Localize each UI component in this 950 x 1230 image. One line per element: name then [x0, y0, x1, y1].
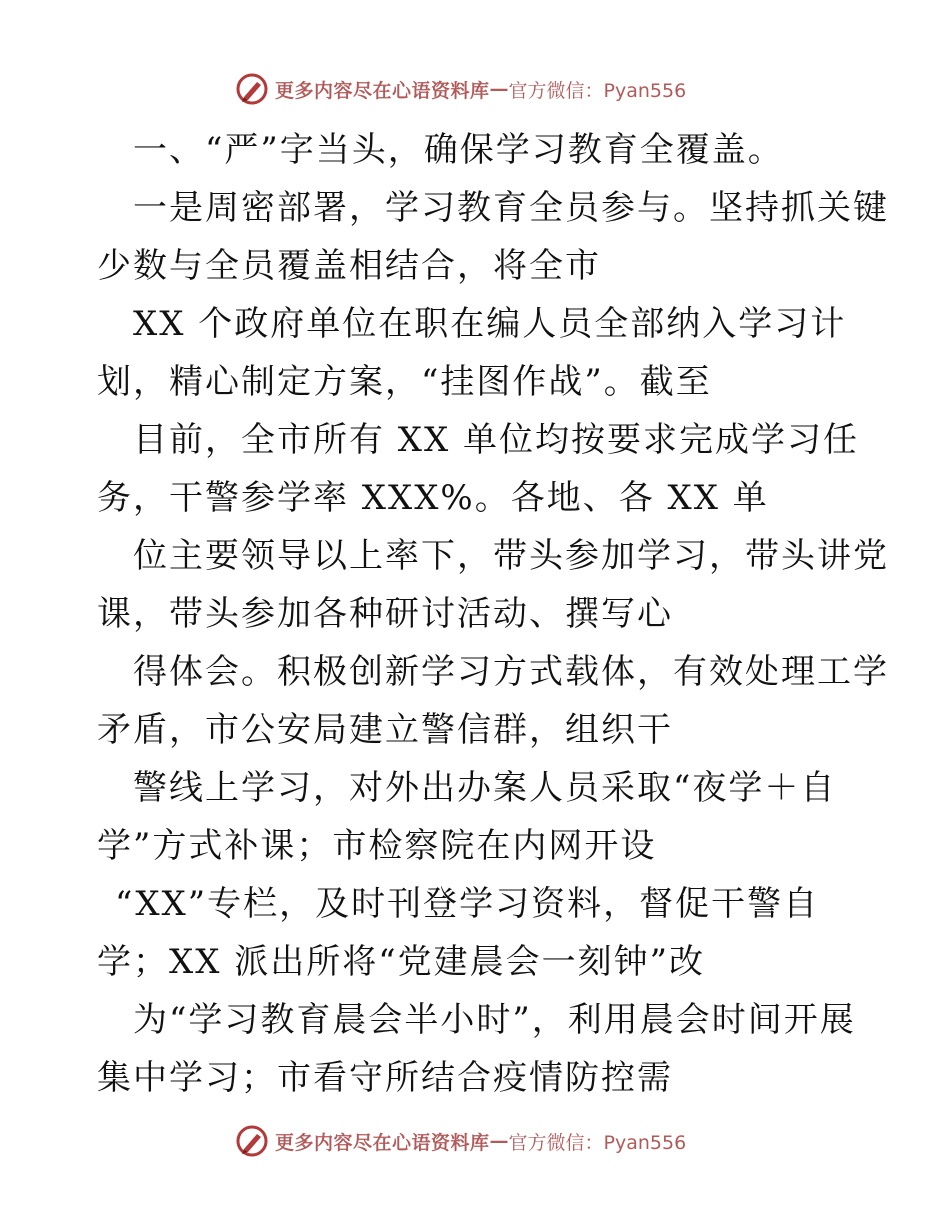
red-pen-logo-icon: [235, 1124, 269, 1158]
watermark-contact: 官方微信：Pyan556: [508, 79, 687, 102]
paragraph-line: 学”方式补课；市检察院在内网开设: [97, 826, 657, 866]
paragraph-line: 务，干警参学率 XXX%。各地、各 XX 单: [97, 478, 769, 518]
paragraph-line: “XX”专栏，及时刊登学习资料，督促干警自: [115, 884, 820, 924]
header-watermark: [235, 71, 686, 107]
paragraph-line: 得体会。积极创新学习方式载体，有效处理工学: [133, 652, 889, 692]
red-pen-logo-icon: [235, 72, 269, 106]
paragraph-line: 课，带头参加各种研讨活动、撰写心: [97, 594, 673, 634]
paragraph-line: 为“学习教育晨会半小时”，利用晨会时间开展: [133, 1000, 856, 1040]
watermark-text: 更多内容尽在心语资料库: [275, 1131, 490, 1154]
footer-watermark: [235, 1123, 686, 1159]
paragraph-line: 目前，全市所有 XX 单位均按要求完成学习任: [133, 420, 860, 460]
paragraph-line: 一是周密部署，学习教育全员参与。坚持抓关键: [133, 188, 889, 228]
paragraph-line: 位主要领导以上率下，带头参加学习，带头讲党: [133, 536, 889, 576]
paragraph-line: 少数与全员覆盖相结合，将全市: [97, 246, 601, 286]
paragraph-line: XX 个政府单位在职在编人员全部纳入学习计: [133, 304, 847, 344]
paragraph-line: 学；XX 派出所将“党建晨会一刻钟”改: [97, 942, 705, 982]
paragraph-line: 集中学习；市看守所结合疫情防控需: [97, 1058, 673, 1098]
watermark-dash: —: [489, 78, 509, 100]
watermark-dash: —: [489, 1130, 509, 1152]
heading-line: 一、“严”字当头，确保学习教育全覆盖。: [133, 130, 784, 170]
watermark-contact: 官方微信：Pyan556: [508, 1131, 687, 1154]
paragraph-line: 警线上学习，对外出办案人员采取“夜学＋自: [133, 768, 837, 808]
paragraph-line: 矛盾，市公安局建立警信群，组织干: [97, 710, 673, 750]
paragraph-line: 划，精心制定方案，“挂图作战”。截至: [97, 362, 712, 402]
watermark-text: 更多内容尽在心语资料库: [275, 79, 490, 102]
